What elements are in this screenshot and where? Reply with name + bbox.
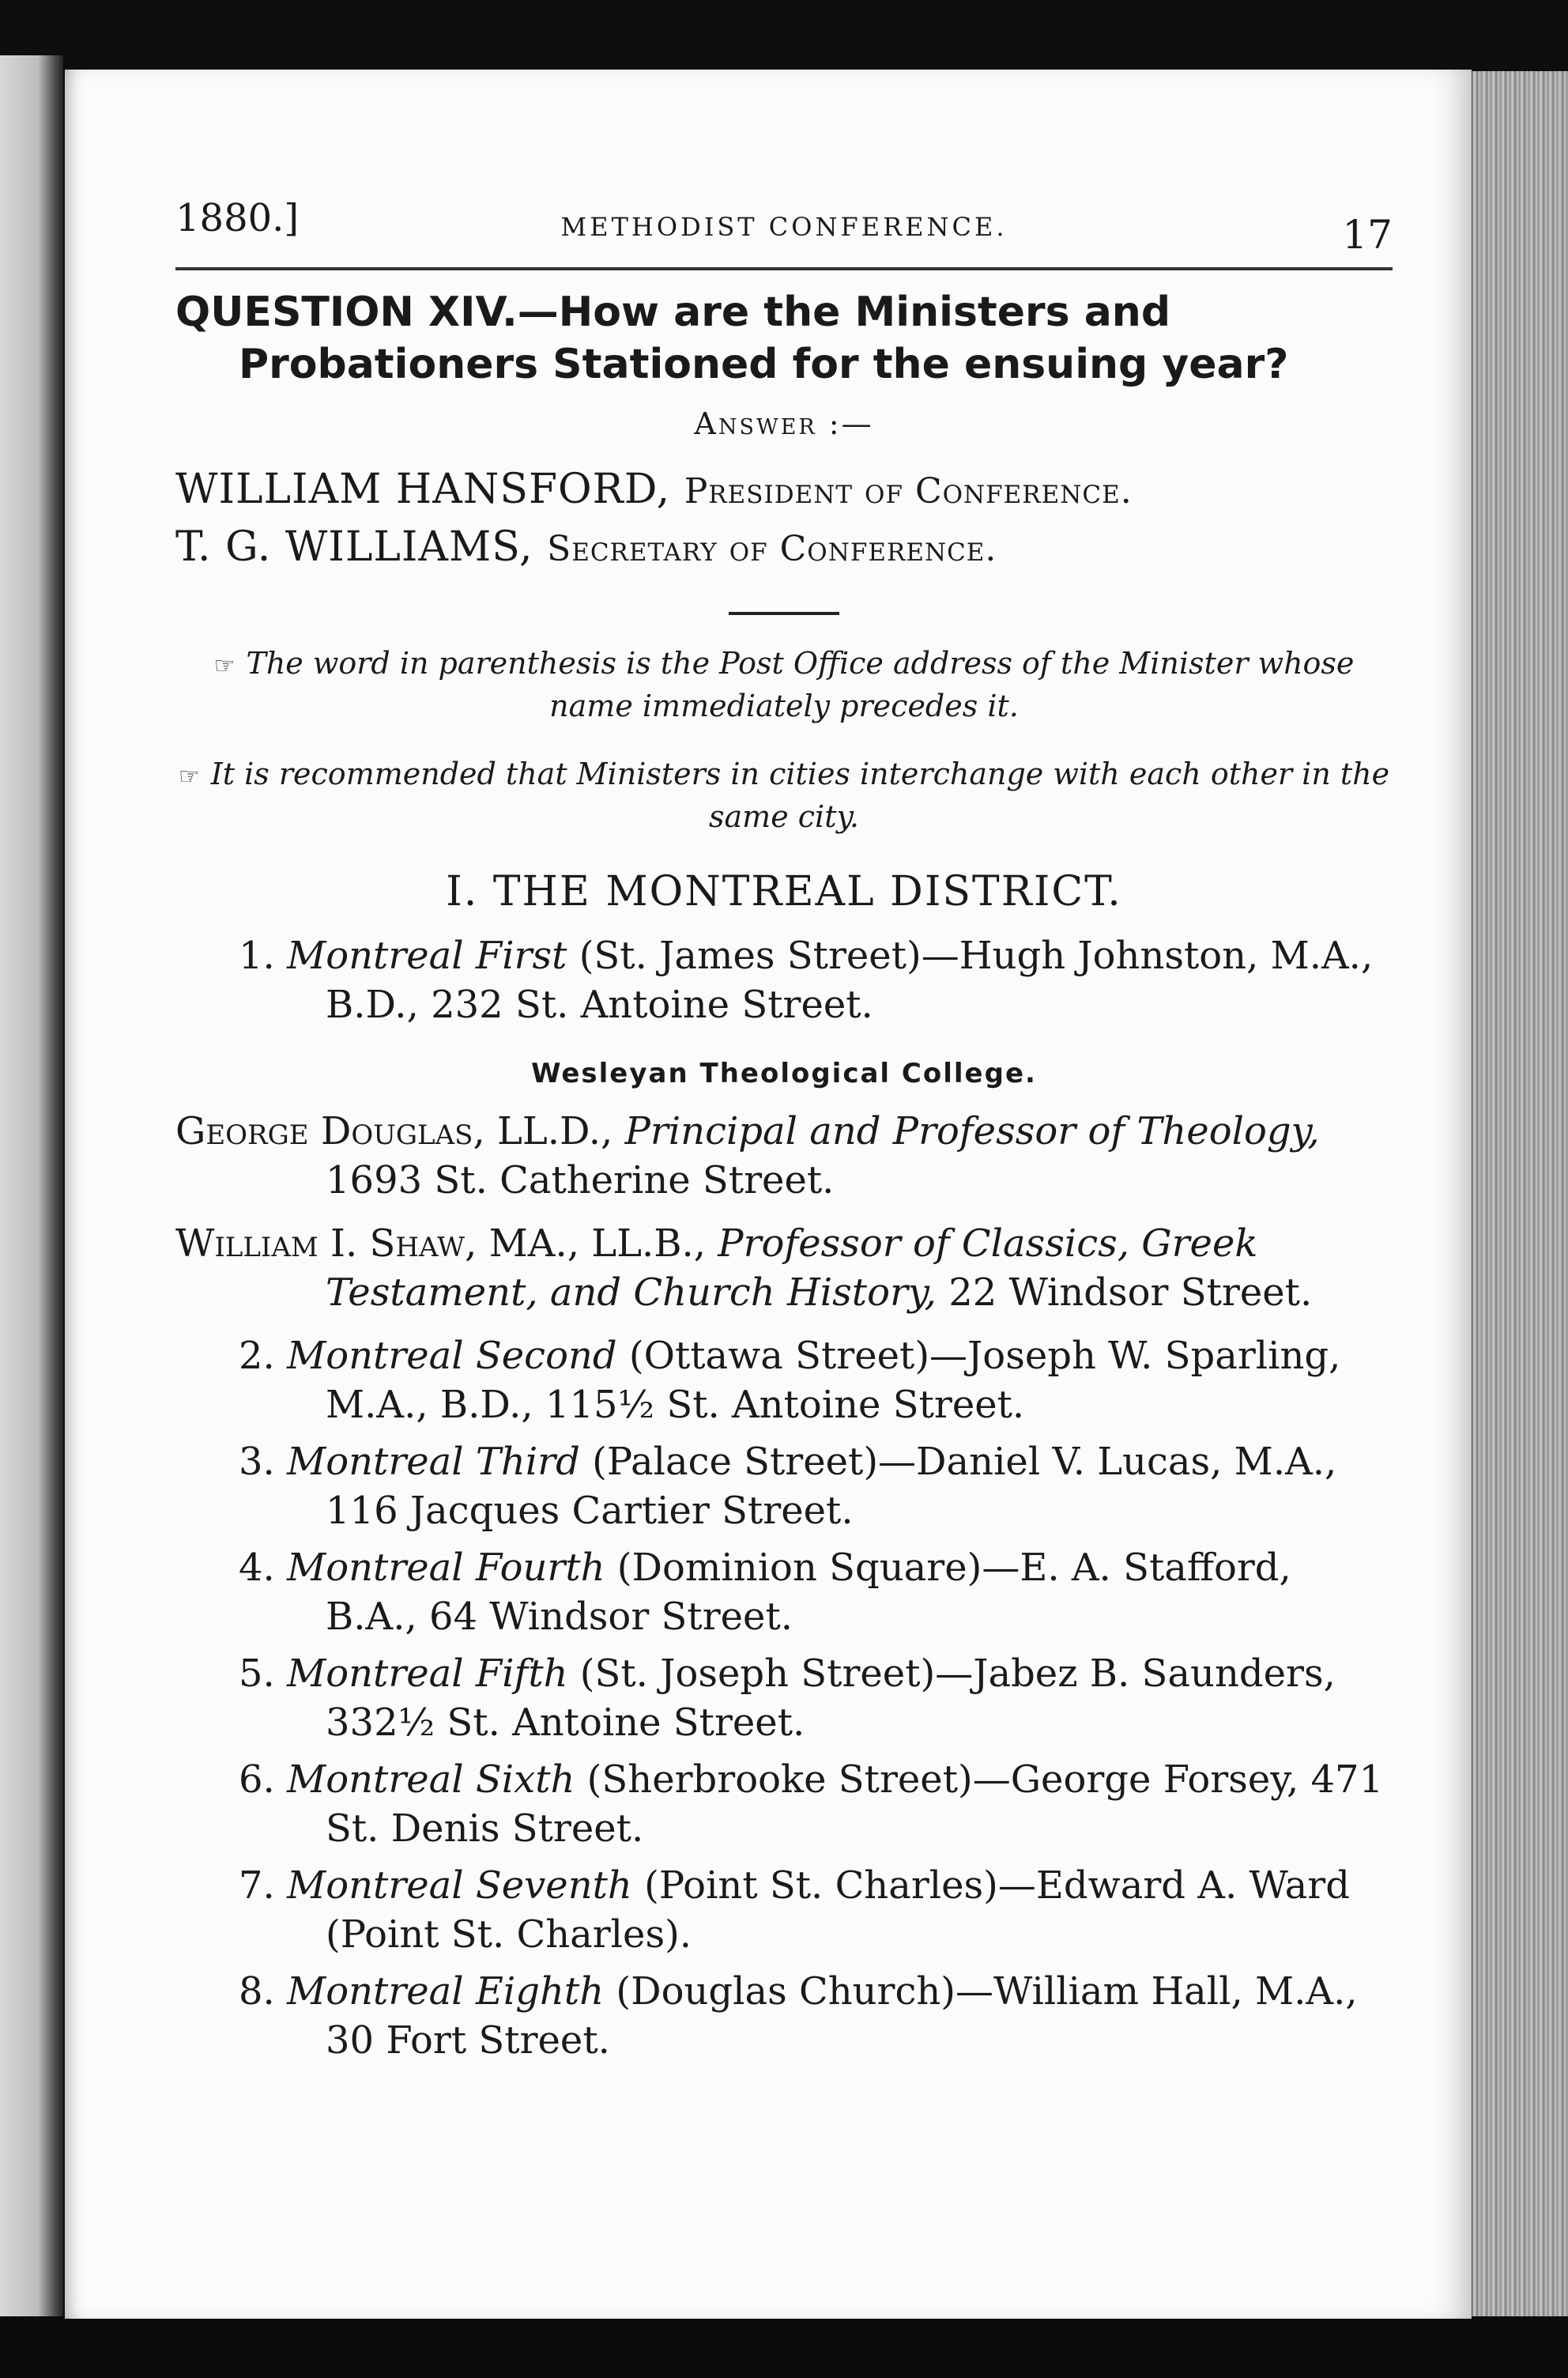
station-entry [175, 1755, 1393, 1853]
page-content [175, 196, 1393, 2073]
scan-top-border [0, 0, 1568, 71]
note-text: The word in parenthesis is the Post Office address of the Minister whose name immediately precedes it. [246, 646, 1355, 723]
station-detail: (Dominion Square)—E. A. Stafford, B.A., 64 Windsor Street. [326, 1546, 1291, 1639]
station-number: 4. [239, 1546, 275, 1590]
officer-secretary [175, 519, 1393, 577]
answer-label: Answer :— [694, 406, 874, 441]
header-year: 1880.] [175, 196, 300, 240]
station-detail: (St. James Street)—Hugh Johnston, M.A., B.D., 232 St. Antoine Street. [326, 934, 1374, 1027]
staff-position: Professor of Classics, Greek Testament, and Church History, [326, 1221, 1258, 1315]
page-stack-edge [1470, 71, 1568, 2324]
college-title: Wesleyan Theological College. [531, 1058, 1037, 1089]
facing-page-edge [0, 55, 63, 2316]
station-name: Montreal Eighth [287, 1969, 605, 2014]
pointing-hand-icon: ☞ [213, 652, 236, 680]
staff-name: George Douglas, [175, 1109, 485, 1153]
station-number: 2. [239, 1334, 275, 1378]
station-entry [175, 1437, 1393, 1535]
station-name: Montreal Fifth [287, 1651, 568, 1696]
station-number: 1. [239, 934, 275, 978]
station-entry [175, 1861, 1393, 1959]
station-name: Montreal Fourth [287, 1546, 605, 1590]
station-entry [175, 1649, 1393, 1747]
station-number: 5. [239, 1651, 275, 1696]
staff-name: William I. Shaw, [175, 1221, 477, 1266]
station-entry [175, 1543, 1393, 1641]
station-name: Montreal First [287, 934, 567, 978]
header-title: METHODIST CONFERENCE. [560, 212, 1008, 242]
book-page [65, 70, 1472, 2319]
staff-degrees: LL.D., [497, 1109, 613, 1153]
officer-role: President of Conference. [684, 471, 1133, 511]
station-detail: (Sherbrooke Street)—George Forsey, 471 St. Denis Street. [326, 1757, 1384, 1851]
note-post-office [175, 644, 1393, 726]
running-head [175, 196, 1393, 270]
note-text: It is recommended that Ministers in cities interchange with each other in the same city. [210, 757, 1390, 834]
station-entry [175, 1967, 1393, 2065]
station-detail: (Ottawa Street)—Joseph W. Sparling, M.A., B.D., 115½ St. Antoine Street. [326, 1334, 1341, 1427]
staff-degrees: MA., LL.B., [488, 1221, 707, 1266]
station-number: 6. [239, 1757, 275, 1802]
officer-role: Secretary of Conference. [547, 529, 997, 569]
station-detail: (Point St. Charles)—Edward A. Ward (Point St. Charles). [326, 1863, 1350, 1957]
note-interchange [175, 754, 1393, 836]
staff-address: 22 Windsor Street. [948, 1270, 1313, 1315]
officer-name: T. G. WILLIAMS, [175, 523, 533, 571]
divider-rule [729, 612, 839, 615]
district-title: I. THE MONTREAL DISTRICT. [446, 868, 1122, 915]
station-name: Montreal Sixth [287, 1757, 575, 1802]
station-detail: (Douglas Church)—William Hall, M.A., 30 Fort Street. [326, 1969, 1358, 2063]
question-heading: QUESTION XIV.—How are the Ministers and Probationers Stationed for the ensuing year? [175, 289, 1289, 388]
page-number: 17 [1342, 212, 1393, 258]
officer-president [175, 462, 1393, 519]
station-entry [175, 931, 1393, 1029]
station-number: 7. [239, 1863, 275, 1908]
station-detail: (St. Joseph Street)—Jabez B. Saunders, 332½ St. Antoine Street. [326, 1651, 1336, 1745]
staff-address: 1693 St. Catherine Street. [326, 1158, 835, 1202]
staff-position: Principal and Professor of Theology, [624, 1109, 1320, 1153]
scan-bottom-border [0, 2316, 1568, 2378]
station-name: Montreal Second [287, 1334, 617, 1378]
college-staff-entry [175, 1107, 1393, 1205]
station-number: 8. [239, 1969, 275, 2014]
officer-name: WILLIAM HANSFORD, [175, 466, 671, 513]
pointing-hand-icon: ☞ [178, 763, 200, 791]
conference-officers [175, 462, 1393, 577]
station-detail: (Palace Street)—Daniel V. Lucas, M.A., 116 Jacques Cartier Street. [326, 1440, 1337, 1533]
college-staff-entry [175, 1219, 1393, 1317]
station-name: Montreal Third [287, 1440, 580, 1484]
station-entry [175, 1331, 1393, 1429]
station-name: Montreal Seventh [287, 1863, 632, 1908]
station-number: 3. [239, 1440, 275, 1484]
